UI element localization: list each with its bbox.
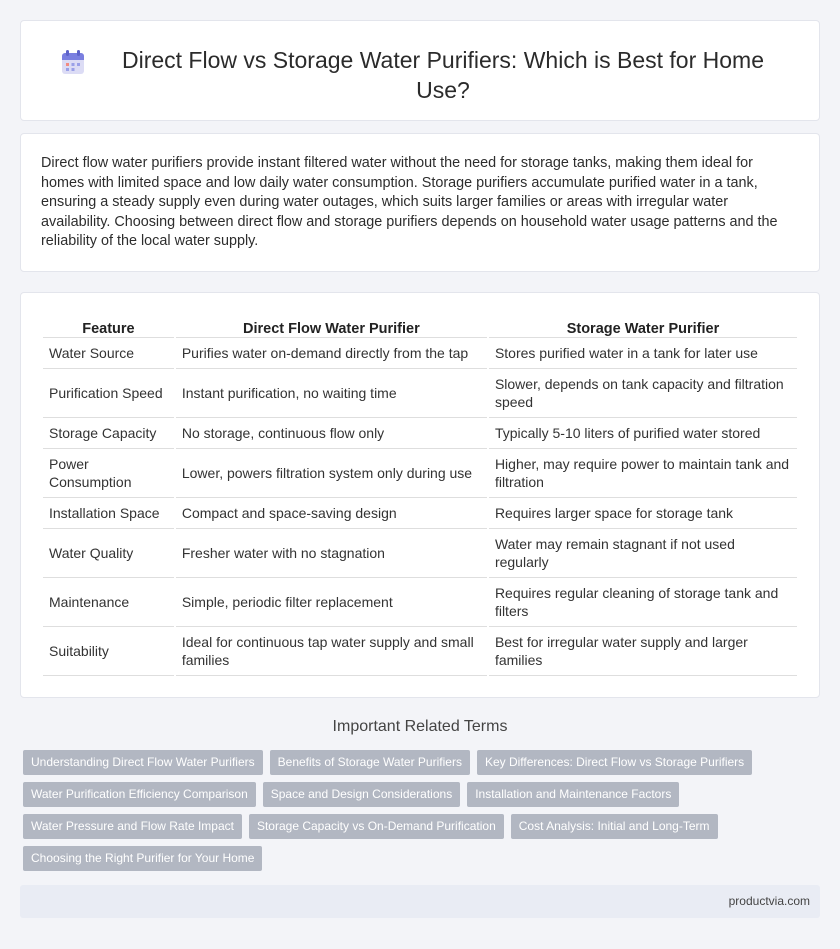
direct-flow-cell: No storage, continuous flow only	[176, 418, 487, 449]
comparison-table-card	[20, 292, 820, 698]
table-row	[43, 338, 797, 369]
header-feature: Feature	[43, 314, 174, 338]
related-terms-title: Important Related Terms	[332, 718, 508, 735]
feature-cell: Installation Space	[43, 498, 174, 529]
direct-flow-cell: Ideal for continuous tap water supply and small families	[176, 627, 487, 676]
related-term-tag[interactable]: Cost Analysis: Initial and Long-Term	[511, 814, 718, 839]
table-row	[43, 529, 797, 578]
footer	[20, 885, 820, 918]
related-term-tag[interactable]: Water Purification Efficiency Comparison	[23, 782, 256, 807]
direct-flow-cell: Simple, periodic filter replacement	[176, 578, 487, 627]
storage-cell: Slower, depends on tank capacity and filtration speed	[489, 369, 797, 418]
storage-cell: Best for irregular water supply and larger families	[489, 627, 797, 676]
table-row	[43, 627, 797, 676]
related-term-tag[interactable]: Choosing the Right Purifier for Your Home	[23, 846, 262, 871]
feature-cell: Maintenance	[43, 578, 174, 627]
feature-cell: Water Quality	[43, 529, 174, 578]
storage-cell: Requires regular cleaning of storage tank and filters	[489, 578, 797, 627]
related-terms-list	[23, 750, 793, 878]
related-term-tag[interactable]: Key Differences: Direct Flow vs Storage Purifiers	[477, 750, 752, 775]
storage-cell: Higher, may require power to maintain tank and filtration	[489, 449, 797, 498]
feature-cell: Storage Capacity	[43, 418, 174, 449]
table-row	[43, 418, 797, 449]
related-term-tag[interactable]: Storage Capacity vs On-Demand Purification	[249, 814, 504, 839]
storage-cell: Stores purified water in a tank for later use	[489, 338, 797, 369]
header-card	[20, 20, 820, 121]
feature-cell: Purification Speed	[43, 369, 174, 418]
header-storage: Storage Water Purifier	[489, 314, 797, 338]
feature-cell: Power Consumption	[43, 449, 174, 498]
comparison-table	[41, 314, 799, 676]
table-row	[43, 449, 797, 498]
footer-site-link[interactable]: productvia.com	[728, 894, 810, 908]
direct-flow-cell: Compact and space-saving design	[176, 498, 487, 529]
table-row	[43, 578, 797, 627]
related-term-tag[interactable]: Installation and Maintenance Factors	[467, 782, 679, 807]
feature-cell: Water Source	[43, 338, 174, 369]
feature-cell: Suitability	[43, 627, 174, 676]
table-row	[43, 369, 797, 418]
direct-flow-cell: Fresher water with no stagnation	[176, 529, 487, 578]
direct-flow-cell: Purifies water on-demand directly from the tap	[176, 338, 487, 369]
intro-paragraph: Direct flow water purifiers provide instant filtered water without the need for storage tanks, making them ideal for homes with limited space and low daily water consumption. Storage purifiers accumulate purified water in a tank, ensuring a steady supply even during water outages, which suits larger families or areas with irregular water availability. Choosing between direct flow and storage purifiers depends on household water usage patterns and the reliability of the local water supply.	[41, 155, 778, 250]
related-term-tag[interactable]: Water Pressure and Flow Rate Impact	[23, 814, 242, 839]
related-term-tag[interactable]: Understanding Direct Flow Water Purifiers	[23, 750, 263, 775]
direct-flow-cell: Lower, powers filtration system only during use	[176, 449, 487, 498]
related-term-tag[interactable]: Space and Design Considerations	[263, 782, 460, 807]
page-title: Direct Flow vs Storage Water Purifiers: Which is Best for Home Use?	[121, 47, 765, 103]
storage-cell: Requires larger space for storage tank	[489, 498, 797, 529]
storage-cell: Typically 5-10 liters of purified water stored	[489, 418, 797, 449]
header-direct-flow: Direct Flow Water Purifier	[176, 314, 487, 338]
calendar-icon	[61, 49, 85, 75]
direct-flow-cell: Instant purification, no waiting time	[176, 369, 487, 418]
intro-card	[20, 133, 820, 272]
table-row	[43, 498, 797, 529]
table-header-row	[43, 314, 797, 338]
related-term-tag[interactable]: Benefits of Storage Water Purifiers	[270, 750, 470, 775]
storage-cell: Water may remain stagnant if not used regularly	[489, 529, 797, 578]
